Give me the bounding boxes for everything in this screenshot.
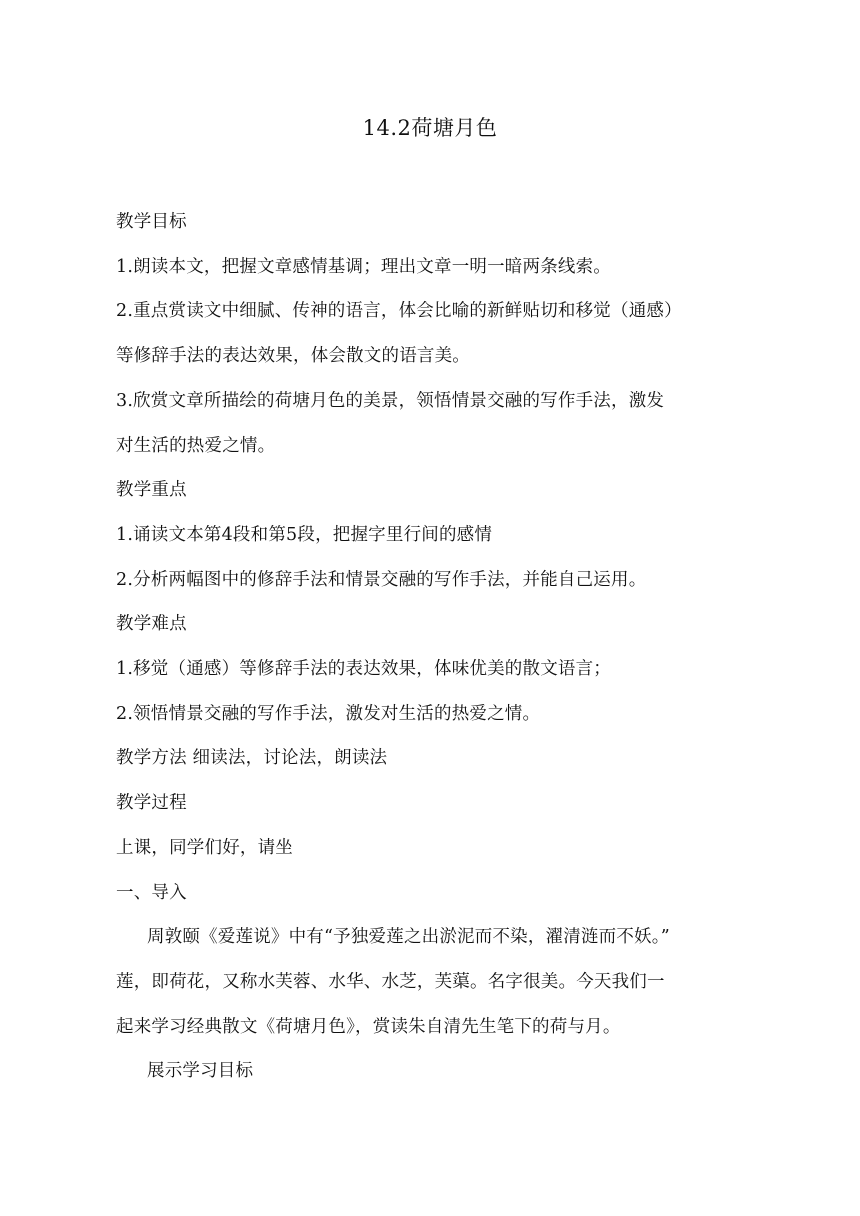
objectives-heading: 教学目标 — [116, 212, 187, 232]
section-heading-intro: 一、导入 — [116, 882, 187, 903]
process-heading: 教学过程 — [116, 793, 187, 814]
show-objectives-line: 展示学习目标 — [147, 1061, 254, 1082]
key-points-heading: 教学重点 — [116, 480, 187, 501]
intro-paragraph-line: 莲，即荷花，又称水芙蓉、水华、水芝，芙蕖。名字很美。今天我们一 — [116, 971, 665, 992]
intro-paragraph-line: 起来学习经典散文《荷塘月色》，赏读朱自清先生笔下的荷与月。 — [116, 1016, 621, 1037]
teaching-methods: 教学方法 细读法，讨论法，朗读法 — [116, 748, 388, 769]
greeting-line: 上课，同学们好，请坐 — [116, 837, 293, 858]
objective-line: 对生活的热爱之情。 — [116, 435, 276, 456]
objective-line: 等修辞手法的表达效果，体会散文的语言美。 — [116, 346, 470, 367]
difficulty-line: 2.领悟情景交融的写作手法，激发对生活的热爱之情。 — [116, 703, 541, 724]
objective-line: 3.欣赏文章所描绘的荷塘月色的美景，领悟情景交融的写作手法，激发 — [116, 390, 665, 411]
key-point-line: 2.分析两幅图中的修辞手法和情景交融的写作手法，并能自己运用。 — [116, 569, 647, 590]
key-point-line: 1.诵读文本第4段和第5段，把握字里行间的感情 — [116, 524, 493, 545]
objective-line: 2.重点赏读文中细腻、传神的语言，体会比喻的新鲜贴切和移觉（通感） — [116, 301, 682, 322]
intro-paragraph-line: 周敦颐《爱莲说》中有“予独爱莲之出淤泥而不染，濯清涟而不妖。” — [147, 927, 670, 948]
difficulties-heading: 教学难点 — [116, 614, 187, 635]
difficulty-line: 1.移觉（通感）等修辞手法的表达效果，体味优美的散文语言； — [116, 659, 611, 680]
objective-line: 1.朗读本文，把握文章感情基调；理出文章一明一暗两条线索。 — [116, 256, 611, 277]
page-title: 14.2荷塘月色 — [362, 116, 498, 140]
document-body — [116, 200, 746, 1094]
